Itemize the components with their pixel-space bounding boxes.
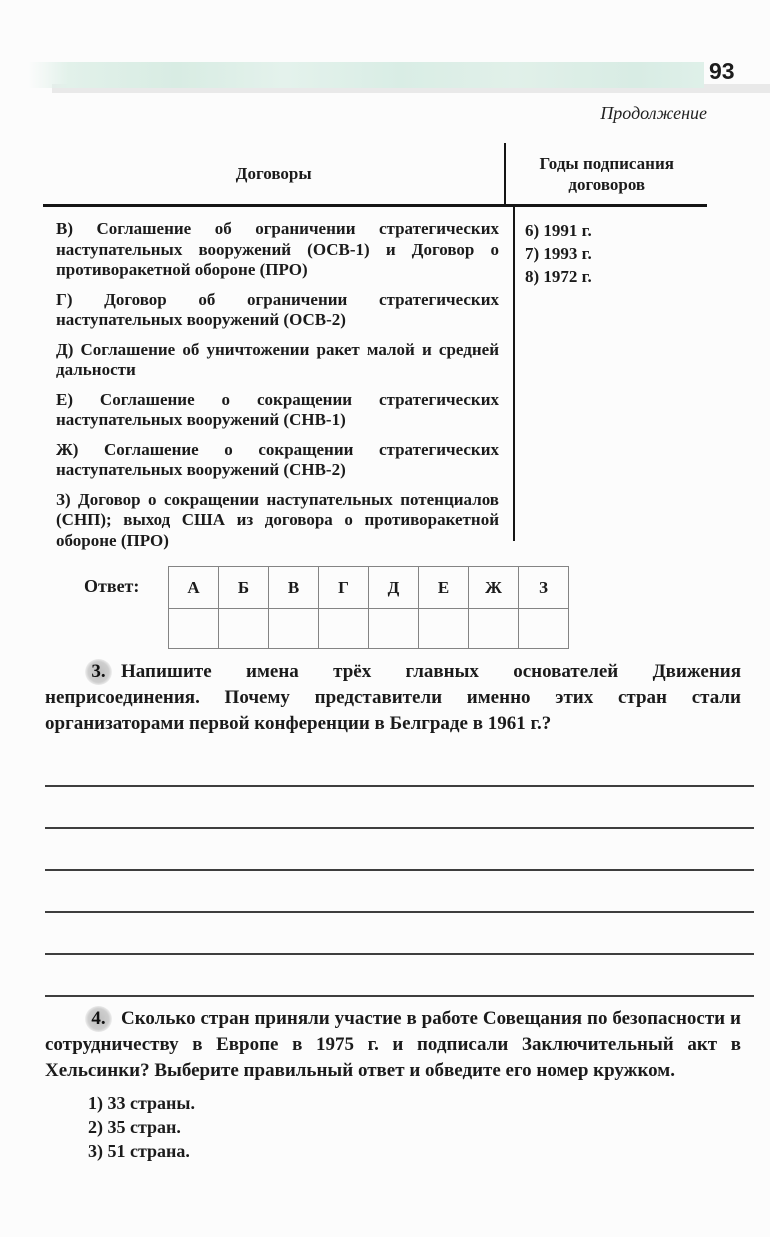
answer-letter-cell: Ж <box>469 567 519 609</box>
treaty-table-header <box>43 143 707 207</box>
answer-grid <box>168 566 569 649</box>
answer-input-cell <box>369 609 419 649</box>
top-decorative-band <box>28 62 704 88</box>
question-4-option: 3) 51 страна. <box>88 1141 190 1161</box>
question-4-option: 2) 35 стран. <box>88 1117 181 1137</box>
question-4-options <box>88 1091 741 1163</box>
answer-letter-cell: А <box>169 567 219 609</box>
treaty-item: З) Договор о сокращении наступательных потенциалов (СНП); выход США из договора о противоракетной обороне (ПРО) <box>56 489 499 550</box>
treaty-table-body <box>43 207 707 550</box>
answer-ruled-line <box>45 829 754 871</box>
answer-letter-cell: З <box>519 567 569 609</box>
question-4-body: Сколько стран приняли участие в работе Совещания по безопасности и сотрудничеству в Европе в 1975 г. и подписали Заключительный акт в Хельсинки? Выберите правильный ответ и обведите его номер кружком. <box>45 1008 741 1081</box>
answer-letter-cell: Б <box>219 567 269 609</box>
answer-ruled-line <box>45 787 754 829</box>
year-item: 7) 1993 г. <box>525 244 592 263</box>
question-4-text <box>45 1006 741 1084</box>
year-item: 8) 1972 г. <box>525 267 592 286</box>
page-number: 93 <box>709 58 735 84</box>
treaty-table <box>43 143 707 550</box>
answer-input-cell <box>169 609 219 649</box>
answer-input-cell <box>269 609 319 649</box>
answer-letter-cell: Г <box>319 567 369 609</box>
answer-ruled-line <box>45 955 754 997</box>
answer-letter-cell: Е <box>419 567 469 609</box>
treaty-item: Г) Договор об ограничении стратегических наступательных вооружений (ОСВ-2) <box>56 289 499 329</box>
treaties-column-header: Договоры <box>235 163 312 183</box>
years-column-header: Годы подписания договоров <box>504 143 707 204</box>
answer-ruled-line <box>45 913 754 955</box>
question-4-option: 1) 33 страны. <box>88 1093 195 1113</box>
answer-letter-cell: Д <box>369 567 419 609</box>
answer-input-cell <box>469 609 519 649</box>
continuation-label: Продолжение <box>600 103 707 123</box>
treaty-item: В) Соглашение об ограничении стратегических наступательных вооружений (ОСВ-1) и Договор о противоракетной обороне (ПРО) <box>56 219 499 279</box>
treaty-item: Ж) Соглашение о сокращении стратегических наступательных вооружений (СНВ-2) <box>56 439 499 479</box>
answer-letter-row <box>169 567 569 609</box>
answer-input-cell <box>219 609 269 649</box>
answer-input-cell <box>319 609 369 649</box>
answer-label: Ответ: <box>84 576 140 596</box>
question-3 <box>45 659 741 737</box>
year-item: 6) 1991 г. <box>525 221 592 240</box>
question-3-text <box>45 659 741 737</box>
question-4 <box>45 1006 741 1163</box>
treaty-item: Д) Соглашение об уничтожении ракет малой и средней дальности <box>56 339 499 379</box>
answer-empty-row <box>169 609 569 649</box>
answer-ruled-line <box>45 871 754 913</box>
treaties-column <box>43 207 513 550</box>
answer-ruled-line <box>45 745 754 787</box>
question-4-number-badge: 4. <box>85 1006 112 1032</box>
question-3-body: Напишите имена трёх главных основателей Движения неприсоединения. Почему представители именно этих стран стали организаторами первой конференции в Белграде в 1961 г.? <box>45 661 741 734</box>
years-column <box>513 207 705 541</box>
answer-letter-cell: В <box>269 567 319 609</box>
treaty-item: Е) Соглашение о сокращении стратегических наступательных вооружений (СНВ-1) <box>56 389 499 429</box>
answer-input-cell <box>419 609 469 649</box>
answer-input-cell <box>519 609 569 649</box>
question-3-answer-lines <box>45 745 754 997</box>
question-3-number-badge: 3. <box>85 659 112 685</box>
